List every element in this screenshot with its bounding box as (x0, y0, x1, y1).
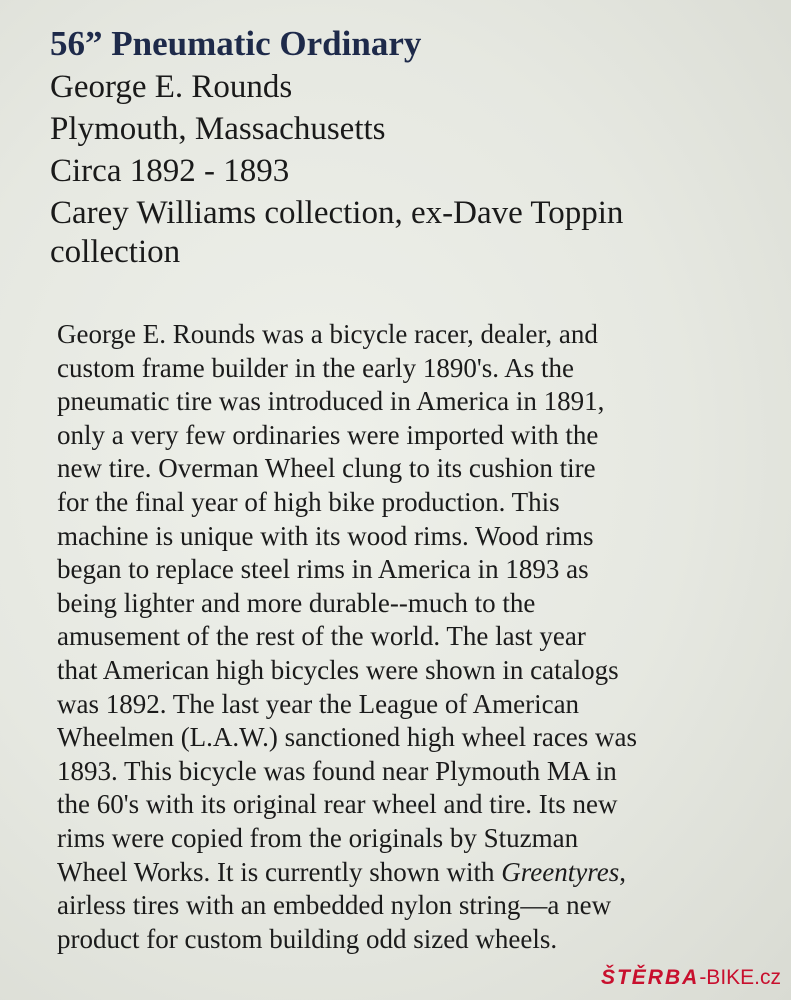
description-body (57, 318, 757, 956)
body-line-11: that American high bicycles were shown in catalogs (57, 654, 619, 685)
body-line-8: began to replace steel rims in America in 1893 as (57, 554, 589, 585)
body-line-4: only a very few ordinaries were imported with the (57, 419, 599, 450)
date-range: Circa 1892 - 1893 (50, 153, 290, 189)
body-line-19: product for custom building odd sized wheels. (57, 923, 558, 954)
body-line-14: 1893. This bicycle was found near Plymouth MA in (57, 755, 617, 786)
body-line-16: rims were copied from the originals by Stuzman (57, 822, 579, 853)
body-line-18: airless tires with an embedded nylon string—a new (57, 890, 612, 921)
body-line-17-text: Wheel Works. It is currently shown with (57, 856, 502, 887)
body-line-1: George E. Rounds was a bicycle racer, dealer, and (57, 319, 598, 349)
body-line-10: amusement of the rest of the world. The last year (57, 621, 586, 652)
greentyres-italic: Greentyres (501, 856, 620, 887)
body-line-15: the 60's with its original rear wheel and tire. Its new (57, 789, 618, 820)
maker-name: George E. Rounds (50, 69, 293, 105)
site-watermark (601, 966, 781, 990)
collection-line-2: collection (50, 234, 181, 270)
body-line-7: machine is unique with its wood rims. Wood rims (57, 520, 594, 551)
watermark-brand: ŠTĚRBA (600, 966, 700, 989)
watermark-suffix: -BIKE.cz (699, 966, 781, 989)
body-line-5: new tire. Overman Wheel clung to its cushion tire (57, 453, 596, 484)
body-line-12: was 1892. The last year the League of American (57, 688, 580, 719)
body-line-3: pneumatic tire was introduced in America in 1891, (57, 386, 605, 417)
placard-title: 56” Pneumatic Ordinary (50, 24, 422, 63)
body-line-13: Wheelmen (L.A.W.) sanctioned high wheel races was (57, 722, 638, 753)
maker-location: Plymouth, Massachusetts (50, 111, 386, 147)
body-line-2: custom frame builder in the early 1890's. As the (57, 352, 574, 383)
body-line-9: being lighter and more durable--much to the (57, 587, 536, 618)
body-line-6: for the final year of high bike production. This (57, 486, 560, 517)
body-line-17-comma: , (619, 856, 626, 887)
collection-line-1: Carey Williams collection, ex-Dave Toppin (50, 195, 624, 231)
body-line-17 (57, 856, 757, 890)
